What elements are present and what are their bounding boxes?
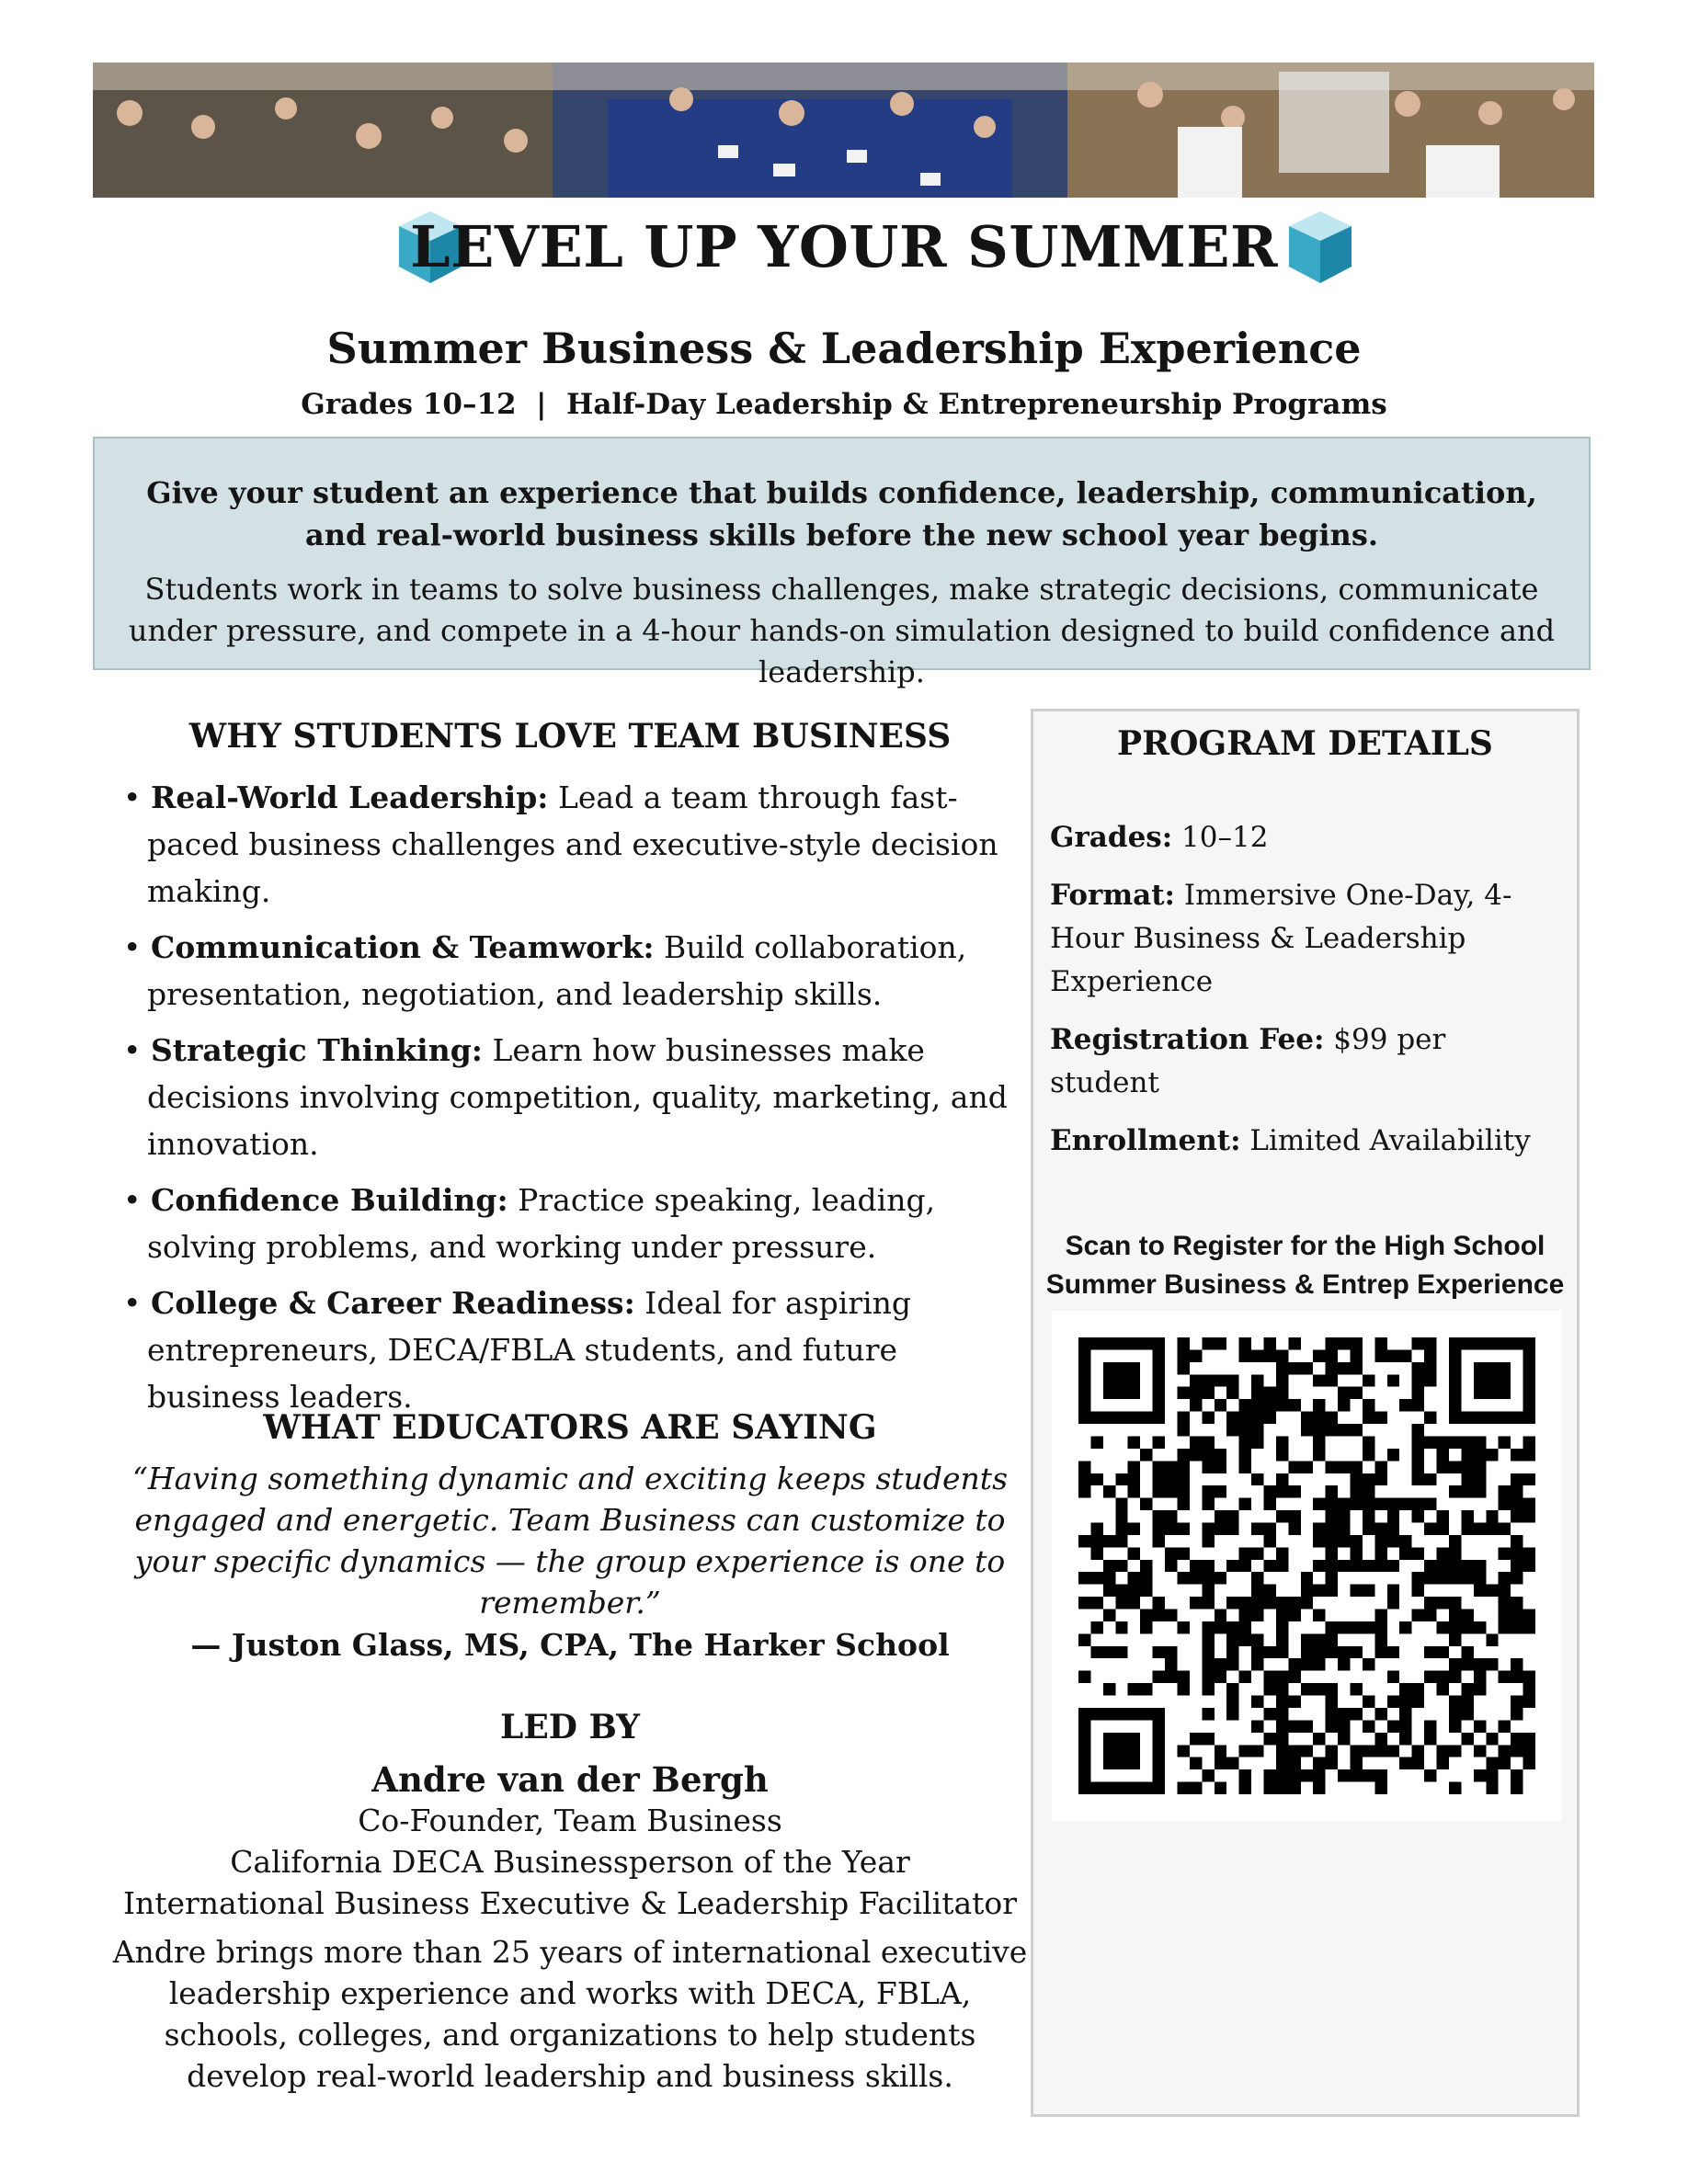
detail-label: Enrollment:	[1050, 1124, 1241, 1157]
intro-box	[93, 437, 1591, 689]
bullet-text: Lead a team through fast-paced business challenges and executive-style decision making.	[147, 779, 998, 909]
leader-title-line: California DECA Businessperson of the Year	[230, 1844, 910, 1880]
detail-value: 10–12	[1172, 821, 1269, 854]
detail-format	[1050, 874, 1560, 1004]
detail-grades	[1050, 816, 1560, 859]
page-subtitle: Summer Business & Leadership Experience	[326, 324, 1362, 373]
list-item: • Real-World Leadership: Lead a team through fast-paced business challenges and executive-style decision making.	[123, 779, 998, 909]
scan-caption	[1033, 1227, 1577, 1304]
detail-value: $99 per student	[1050, 1023, 1446, 1099]
detail-enrollment	[1050, 1120, 1560, 1163]
list-item: • College & Career Readiness: Ideal for aspiring entrepreneurs, DECA/FBLA students, and future business leaders.	[123, 1285, 912, 1415]
leader-title-line: International Business Executive & Leadership Facilitator	[122, 1885, 1018, 1921]
leader-name: Andre van der Bergh	[371, 1759, 769, 1800]
educator-quote: “Having something dynamic and exciting keeps students engaged and energetic. Team Business can customize to your specific dynamics — the group experience is one to remember.”	[131, 1461, 1009, 1621]
qr-code-icon	[1078, 1337, 1535, 1794]
program-heading: PROGRAM DETAILS	[1117, 724, 1493, 763]
qr-code[interactable]	[1052, 1311, 1562, 1821]
detail-label: Registration Fee:	[1050, 1023, 1325, 1056]
quote-author: — Juston Glass, MS, CPA, The Harker School	[190, 1627, 950, 1663]
program-details	[1050, 816, 1560, 1163]
detail-value: Limited Availability	[1240, 1124, 1531, 1157]
leader-title-line: Co-Founder, Team Business	[358, 1803, 782, 1838]
cube-icon	[1287, 210, 1353, 285]
program-details-panel	[1031, 709, 1580, 2117]
bullet-label: Communication & Teamwork:	[150, 929, 655, 965]
why-section	[110, 717, 1030, 1429]
page-title: LEVEL UP YOUR SUMMER	[410, 213, 1278, 280]
detail-fee	[1050, 1018, 1560, 1105]
list-item: • Strategic Thinking: Learn how businesses make decisions involving competition, quality, marketing, and innovation.	[123, 1032, 1008, 1162]
bullet-label: College & Career Readiness:	[150, 1285, 635, 1321]
led-by-section	[110, 1708, 1030, 2097]
leader-bio: Andre brings more than 25 years of international executive leadership experience and works with DECA, FBLA, schools, colleges, and organizations to help students develop real-world leadership and business skills.	[112, 1934, 1028, 2094]
led-by-heading: LED BY	[500, 1708, 640, 1746]
why-heading: WHY STUDENTS LOVE TEAM BUSINESS	[188, 717, 952, 756]
title-row	[0, 210, 1688, 289]
bullet-text: Practice speaking, leading, solving problems, and working under pressure.	[147, 1182, 936, 1265]
list-item: • Communication & Teamwork: Build collaboration, presentation, negotiation, and leadership skills.	[123, 929, 967, 1012]
list-item: • Confidence Building: Practice speaking, leading, solving problems, and working under pressure.	[123, 1182, 936, 1265]
bullet-text: Ideal for aspiring entrepreneurs, DECA/FBLA students, and future business leaders.	[147, 1285, 912, 1415]
educators-section	[110, 1408, 1030, 1663]
bullet-text: Learn how businesses make decisions involving competition, quality, marketing, and innovation.	[147, 1032, 1008, 1162]
scan-line: Summer Business & Entrep Experience	[1045, 1269, 1565, 1300]
bullet-label: Strategic Thinking:	[150, 1032, 483, 1068]
detail-label: Format:	[1050, 879, 1175, 912]
bullet-label: Confidence Building:	[150, 1182, 508, 1218]
intro-lead: Give your student an experience that builds confidence, leadership, communication, and real-world business skills before the new school year begins.	[146, 475, 1537, 552]
grades-line: Grades 10–12 | Half-Day Leadership & Entrepreneurship Programs	[301, 388, 1387, 421]
scan-line: Scan to Register for the High School	[1065, 1231, 1545, 1261]
why-list	[110, 774, 1030, 1420]
intro-body: Students work in teams to solve business challenges, make strategic decisions, communicate under pressure, and compete in a 4-hour hands-on simulation designed to build confidence and leadership.	[128, 572, 1556, 689]
bullet-label: Real-World Leadership:	[150, 779, 549, 815]
educators-heading: WHAT EDUCATORS ARE SAYING	[263, 1408, 877, 1447]
detail-label: Grades:	[1050, 821, 1173, 854]
header-photo-banner	[93, 63, 1594, 198]
bullet-text: Build collaboration, presentation, negotiation, and leadership skills.	[147, 929, 967, 1012]
detail-value: Immersive One-Day, 4-Hour Business & Leadership Experience	[1050, 879, 1512, 998]
